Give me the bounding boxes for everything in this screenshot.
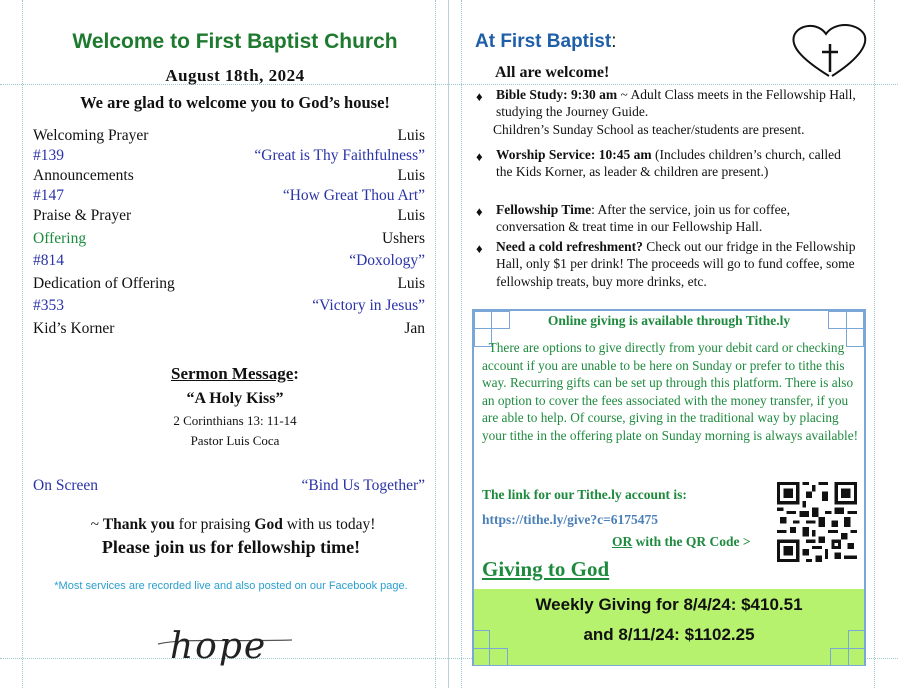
fellowship-time-item: Fellowship Time: After the service, join us for coffee, conversation & treat time in our Fellowship Hall. xyxy=(496,202,790,235)
order-item: Announcements xyxy=(33,167,134,184)
order-item: Offering xyxy=(33,230,87,247)
hymn-number: #147 xyxy=(33,187,64,204)
refreshment-item: Need a cold refreshment? Check out our fridge in the Fellowship Hall, only $1 per drink! The proceeds will go to fund coffee, some fellowship treats, buy more drinks, etc. xyxy=(496,239,856,289)
order-leader: Luis xyxy=(397,207,425,224)
box-corner-ornament xyxy=(472,648,490,666)
giving-to-god-heading: Giving to God xyxy=(482,557,610,581)
sermon-pastor: Pastor Luis Coca xyxy=(190,433,280,448)
tithely-link-label: The link for our Tithe.ly account is: xyxy=(482,487,687,502)
order-row xyxy=(33,207,425,227)
order-row xyxy=(33,275,425,295)
hymn-row xyxy=(33,297,425,317)
hymn-row xyxy=(33,252,425,272)
order-leader: Luis xyxy=(397,167,425,184)
thanks-message: ~ Thank you for praising God with us today! xyxy=(90,516,376,533)
order-row xyxy=(33,167,425,187)
online-giving-body: There are options to give directly from your debit card or checking account if you are unable to be here on Sunday or prefer to tithe this way. Recurring gifts can be set up through this platform. There is also an option to cover the fees associated with the money transfer, if you are able to help. Of course, giving in the traditional way by placing your tithe in the offering plate on Sunday morning is always available! xyxy=(482,340,859,443)
order-item: Kid’s Korner xyxy=(33,320,115,337)
worship-service-item: Worship Service: 10:45 am (Includes children’s church, called the Kids Korner, as leader & children are present.) xyxy=(496,147,841,180)
recording-note: *Most services are recorded live and also posted on our Facebook page. xyxy=(54,580,408,592)
sermon-scripture: 2 Corinthians 13: 11-14 xyxy=(173,413,297,428)
on-screen-label: On Screen xyxy=(33,477,98,494)
on-screen-song: “Bind Us Together” xyxy=(301,477,425,494)
qr-code-prompt: OR with the QR Code > xyxy=(612,534,751,549)
order-leader: Ushers xyxy=(381,230,425,247)
box-corner-ornament xyxy=(848,648,866,666)
sermon-heading: Sermon Message: xyxy=(171,364,299,383)
sermon-title: “A Holy Kiss” xyxy=(186,390,284,407)
qr-code-icon[interactable] xyxy=(777,482,857,562)
box-corner-ornament xyxy=(830,648,848,666)
hymn-number: #353 xyxy=(33,297,64,314)
on-screen-row xyxy=(33,477,425,497)
order-leader: Jan xyxy=(404,320,425,337)
margin-guide-right xyxy=(874,0,875,688)
hymn-title: “Doxology” xyxy=(349,252,425,269)
order-item: Praise & Prayer xyxy=(33,207,132,224)
hymn-title: “Great is Thy Faithfulness” xyxy=(254,147,425,164)
hymn-title: “How Great Thou Art” xyxy=(282,187,425,204)
hymn-row xyxy=(33,147,425,167)
all-welcome-heading: All are welcome! xyxy=(495,64,610,81)
hymn-number: #139 xyxy=(33,147,64,164)
offering-row xyxy=(33,230,425,250)
right-panel-title: At First Baptist: xyxy=(475,31,617,52)
order-item: Dedication of Offering xyxy=(33,275,175,292)
order-item: Welcoming Prayer xyxy=(33,127,149,144)
hymn-row xyxy=(33,187,425,207)
box-corner-ornament xyxy=(490,648,508,666)
tithely-link[interactable]: https://tithe.ly/give?c=6175475 xyxy=(482,512,659,527)
weekly-giving-line-1: Weekly Giving for 8/4/24: $410.51 xyxy=(535,595,803,614)
hymn-number: #814 xyxy=(33,252,64,269)
bullet-icon: ♦ xyxy=(476,89,483,104)
heart-cross-icon xyxy=(788,22,870,85)
bullet-icon: ♦ xyxy=(476,204,483,219)
bullet-icon: ♦ xyxy=(476,149,483,164)
online-giving-title: Online giving is available through Tithe.ly xyxy=(547,313,791,328)
order-row xyxy=(33,320,425,340)
weekly-giving-line-2: and 8/11/24: $1102.25 xyxy=(583,625,755,644)
box-corner-ornament xyxy=(472,630,490,648)
fellowship-invite: Please join us for fellowship time! xyxy=(101,537,361,557)
svg-text:hope: hope xyxy=(170,626,268,667)
bible-study-item: Bible Study: 9:30 am ~ Adult Class meets in the Fellowship Hall, studying the Journey Guide. xyxy=(496,87,856,120)
box-corner-ornament xyxy=(848,630,866,648)
order-leader: Luis xyxy=(397,275,425,292)
order-row xyxy=(33,127,425,147)
hope-script-graphic xyxy=(156,616,296,677)
bullet-icon: ♦ xyxy=(476,241,483,256)
hymn-title: “Victory in Jesus” xyxy=(312,297,425,314)
service-date: August 18th, 2024 xyxy=(165,66,305,85)
welcome-message: We are glad to welcome you to God’s house! xyxy=(80,93,390,112)
church-title: Welcome to First Baptist Church xyxy=(72,30,398,53)
childrens-school-note: Children’s Sunday School as teacher/students are present. xyxy=(493,122,805,137)
order-leader: Luis xyxy=(397,127,425,144)
